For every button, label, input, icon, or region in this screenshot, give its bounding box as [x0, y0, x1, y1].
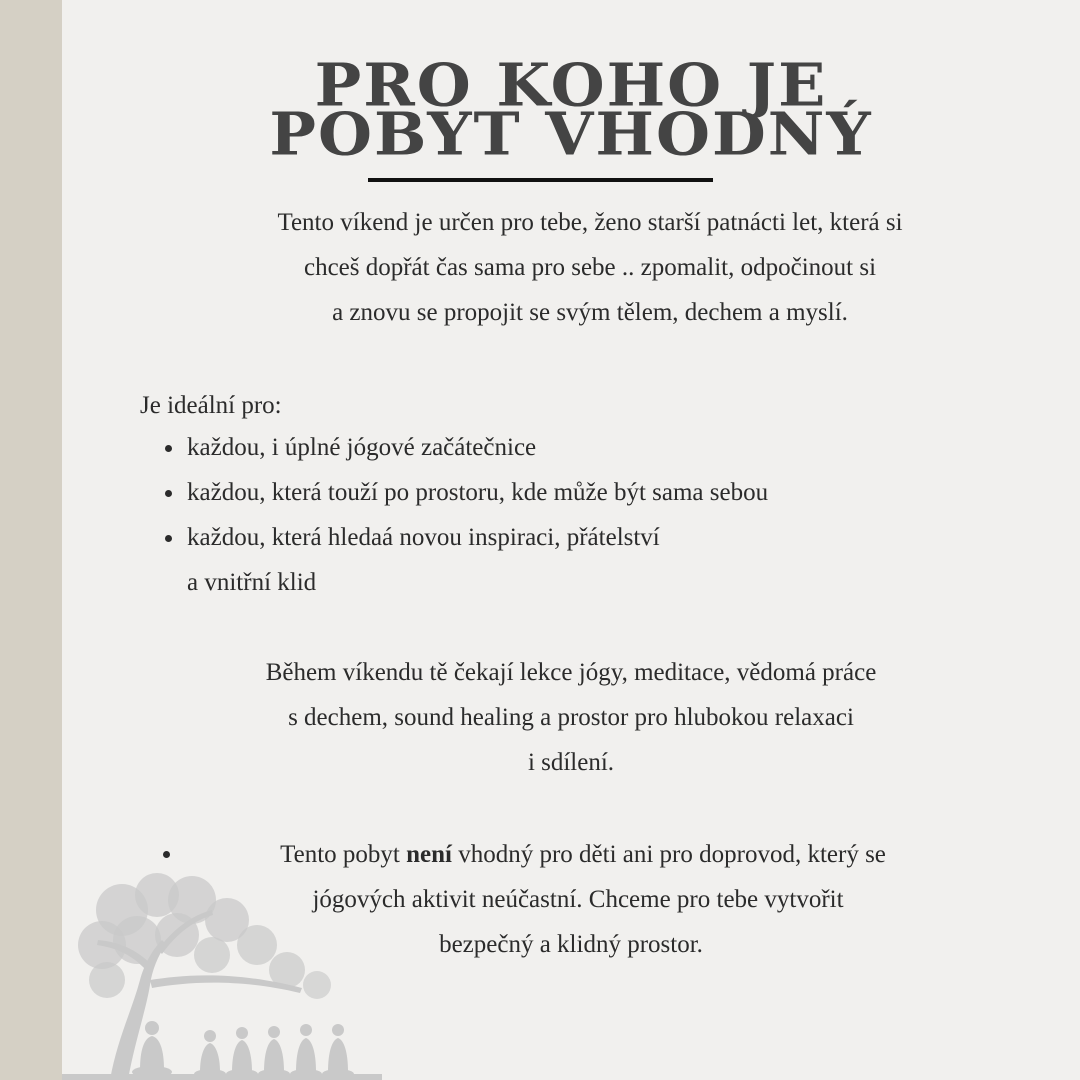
ideal-label: Je ideální pro: [140, 392, 282, 419]
title-line-1: PRO KOHO JE [314, 50, 828, 120]
title-line-2: POBYT VHODNÝ [269, 99, 873, 169]
list-item: každou, která touží po prostoru, kde může být sama sebou [163, 470, 768, 515]
intro-line-3: a znovu se propojit se svým tělem, dechem a myslí. [332, 299, 848, 326]
warning-line-3: bezpečný a klidný prostor. [439, 931, 703, 958]
page-title [62, 50, 1080, 169]
ideal-list [163, 425, 768, 560]
intro-line-2: chceš dopřát čas sama pro sebe .. zpomalit, odpočinout si [303, 254, 877, 281]
side-accent-strip [0, 0, 62, 1080]
list-item: každou, která hledaá novou inspiraci, přátelství [163, 515, 768, 560]
warning-suffix: vhodný pro děti ani pro doprovod, který se [451, 841, 886, 868]
title-divider [368, 178, 713, 182]
list-item-continuation: a vnitřní klid [187, 569, 317, 596]
program-line-3: i sdílení. [527, 749, 615, 776]
intro-paragraph [100, 200, 1080, 335]
program-line-2: s dechem, sound healing a prostor pro hlubokou relaxaci [288, 704, 854, 731]
program-paragraph [62, 650, 1080, 785]
program-line-1: Během víkendu tě čekají lekce jógy, meditace, vědomá práce [265, 659, 877, 686]
tree-with-meditating-figures-icon [62, 870, 382, 1080]
warning-line-2: jógových aktivit neúčastní. Chceme pro tebe vytvořit [312, 886, 844, 913]
warning-emphasis: není [406, 841, 452, 868]
bullet-icon [163, 851, 170, 858]
list-item: každou, i úplné jógové začátečnice [163, 425, 768, 470]
intro-line-1: Tento víkend je určen pro tebe, ženo starší patnácti let, která si [277, 209, 903, 236]
warning-prefix: Tento pobyt [280, 841, 407, 868]
